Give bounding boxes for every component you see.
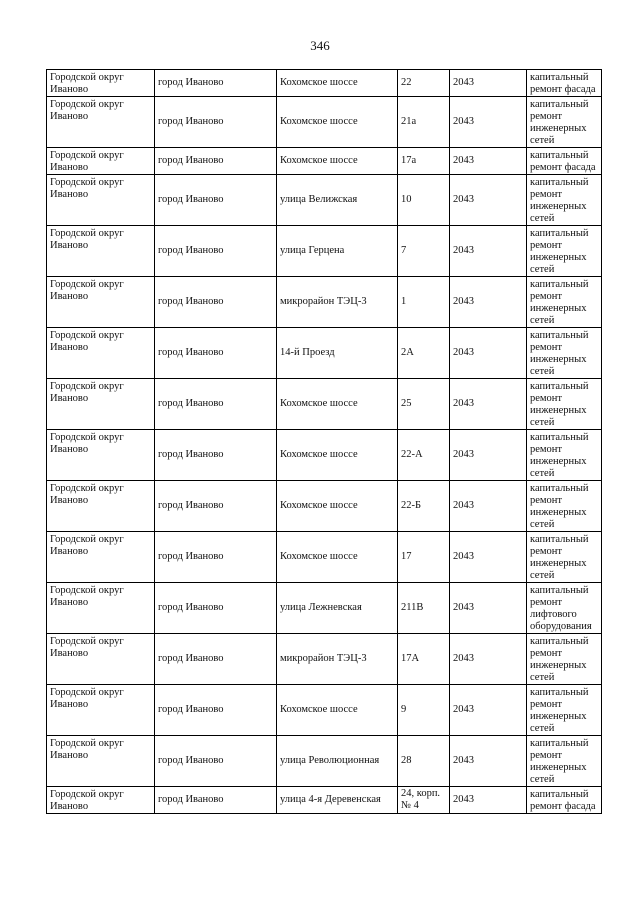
house-number-cell: 17А (398, 634, 450, 685)
year-cell: 2043 (450, 685, 527, 736)
page-number: 346 (310, 38, 330, 53)
year-cell: 2043 (450, 226, 527, 277)
work-type-cell: капитальный ремонт инженерных сетей (527, 277, 602, 328)
table-row (47, 226, 602, 277)
work-type-cell: капитальный ремонт инженерных сетей (527, 685, 602, 736)
year-cell: 2043 (450, 430, 527, 481)
house-number-cell: 17 (398, 532, 450, 583)
street-cell: Кохомское шоссе (277, 430, 398, 481)
year-cell: 2043 (450, 97, 527, 148)
year-cell: 2043 (450, 736, 527, 787)
district-cell: Городской округ Иваново (47, 481, 155, 532)
table-row (47, 328, 602, 379)
table-row (47, 148, 602, 175)
table-row (47, 481, 602, 532)
table-row (47, 685, 602, 736)
house-number-cell: 211В (398, 583, 450, 634)
city-cell: город Иваново (155, 226, 277, 277)
street-cell: Кохомское шоссе (277, 532, 398, 583)
table-row (47, 277, 602, 328)
table-row (47, 634, 602, 685)
city-cell: город Иваново (155, 481, 277, 532)
district-cell: Городской округ Иваново (47, 148, 155, 175)
street-cell: улица Велижская (277, 175, 398, 226)
work-type-cell: капитальный ремонт инженерных сетей (527, 226, 602, 277)
year-cell: 2043 (450, 532, 527, 583)
city-cell: город Иваново (155, 787, 277, 814)
district-cell: Городской округ Иваново (47, 736, 155, 787)
street-cell: улица Лежневская (277, 583, 398, 634)
house-number-cell: 1 (398, 277, 450, 328)
work-type-cell: капитальный ремонт инженерных сетей (527, 328, 602, 379)
district-cell: Городской округ Иваново (47, 226, 155, 277)
city-cell: город Иваново (155, 328, 277, 379)
house-number-cell: 2А (398, 328, 450, 379)
street-cell: Кохомское шоссе (277, 148, 398, 175)
year-cell: 2043 (450, 70, 527, 97)
district-cell: Городской округ Иваново (47, 787, 155, 814)
table-row (47, 175, 602, 226)
table-body (47, 70, 602, 814)
year-cell: 2043 (450, 148, 527, 175)
city-cell: город Иваново (155, 379, 277, 430)
work-type-cell: капитальный ремонт инженерных сетей (527, 634, 602, 685)
work-type-cell: капитальный ремонт инженерных сетей (527, 481, 602, 532)
house-number-cell: 7 (398, 226, 450, 277)
house-number-cell: 22-А (398, 430, 450, 481)
house-number-cell: 22 (398, 70, 450, 97)
house-number-cell: 21а (398, 97, 450, 148)
district-cell: Городской округ Иваново (47, 277, 155, 328)
district-cell: Городской округ Иваново (47, 328, 155, 379)
house-number-cell: 25 (398, 379, 450, 430)
city-cell: город Иваново (155, 430, 277, 481)
street-cell: Кохомское шоссе (277, 70, 398, 97)
year-cell: 2043 (450, 481, 527, 532)
street-cell: Кохомское шоссе (277, 685, 398, 736)
table-row (47, 787, 602, 814)
street-cell: улица Герцена (277, 226, 398, 277)
district-cell: Городской округ Иваново (47, 634, 155, 685)
work-type-cell: капитальный ремонт инженерных сетей (527, 97, 602, 148)
work-type-cell: капитальный ремонт фасада (527, 148, 602, 175)
city-cell: город Иваново (155, 175, 277, 226)
street-cell: 14-й Проезд (277, 328, 398, 379)
city-cell: город Иваново (155, 277, 277, 328)
district-cell: Городской округ Иваново (47, 685, 155, 736)
table-row (47, 97, 602, 148)
street-cell: Кохомское шоссе (277, 97, 398, 148)
year-cell: 2043 (450, 379, 527, 430)
year-cell: 2043 (450, 634, 527, 685)
year-cell: 2043 (450, 277, 527, 328)
table-row (47, 430, 602, 481)
table-row (47, 736, 602, 787)
house-number-cell: 24, корп. № 4 (398, 787, 450, 814)
city-cell: город Иваново (155, 736, 277, 787)
district-cell: Городской округ Иваново (47, 379, 155, 430)
table-row (47, 70, 602, 97)
works-table (46, 69, 602, 814)
work-type-cell: капитальный ремонт фасада (527, 70, 602, 97)
house-number-cell: 10 (398, 175, 450, 226)
work-type-cell: капитальный ремонт фасада (527, 787, 602, 814)
district-cell: Городской округ Иваново (47, 430, 155, 481)
work-type-cell: капитальный ремонт инженерных сетей (527, 532, 602, 583)
house-number-cell: 9 (398, 685, 450, 736)
district-cell: Городской округ Иваново (47, 175, 155, 226)
year-cell: 2043 (450, 787, 527, 814)
table-row (47, 379, 602, 430)
year-cell: 2043 (450, 175, 527, 226)
year-cell: 2043 (450, 328, 527, 379)
city-cell: город Иваново (155, 70, 277, 97)
district-cell: Городской округ Иваново (47, 532, 155, 583)
house-number-cell: 28 (398, 736, 450, 787)
street-cell: Кохомское шоссе (277, 379, 398, 430)
city-cell: город Иваново (155, 97, 277, 148)
street-cell: улица 4-я Деревенская (277, 787, 398, 814)
city-cell: город Иваново (155, 583, 277, 634)
street-cell: микрорайон ТЭЦ-3 (277, 634, 398, 685)
city-cell: город Иваново (155, 685, 277, 736)
house-number-cell: 17а (398, 148, 450, 175)
table-row (47, 583, 602, 634)
street-cell: Кохомское шоссе (277, 481, 398, 532)
work-type-cell: капитальный ремонт инженерных сетей (527, 175, 602, 226)
table-row (47, 532, 602, 583)
street-cell: микрорайон ТЭЦ-3 (277, 277, 398, 328)
city-cell: город Иваново (155, 634, 277, 685)
district-cell: Городской округ Иваново (47, 97, 155, 148)
work-type-cell: капитальный ремонт инженерных сетей (527, 736, 602, 787)
city-cell: город Иваново (155, 148, 277, 175)
street-cell: улица Революционная (277, 736, 398, 787)
district-cell: Городской округ Иваново (47, 583, 155, 634)
work-type-cell: капитальный ремонт инженерных сетей (527, 430, 602, 481)
city-cell: город Иваново (155, 532, 277, 583)
work-type-cell: капитальный ремонт инженерных сетей (527, 379, 602, 430)
year-cell: 2043 (450, 583, 527, 634)
house-number-cell: 22-Б (398, 481, 450, 532)
work-type-cell: капитальный ремонт лифтового оборудования (527, 583, 602, 634)
district-cell: Городской округ Иваново (47, 70, 155, 97)
